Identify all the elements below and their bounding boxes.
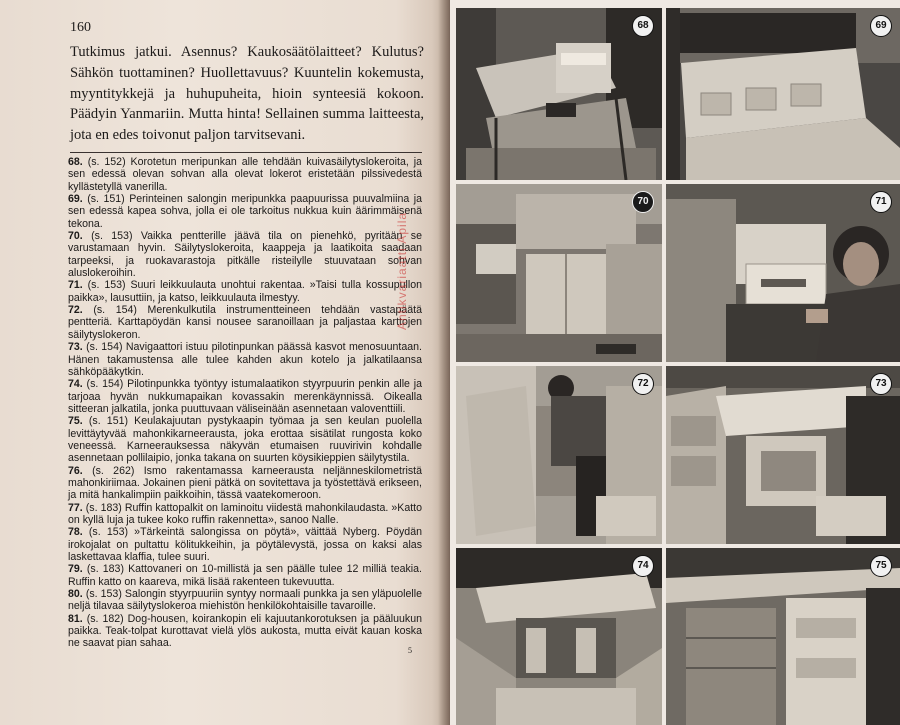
caption-number: 78. [68, 526, 83, 539]
seller-watermark: Antikvariaatti Apila [395, 211, 409, 330]
page-number: 160 [70, 20, 91, 35]
caption-text: (s. 183) Kattovaneri on 10-millistä ja sen päälle tulee 12 milliä teakia. Ruffin katto on kaareva, mikä lisää rakenteen tukevuutta. [68, 563, 422, 588]
caption-number: 68. [68, 156, 83, 168]
caption-81 [68, 613, 422, 650]
caption-text: (s. 262) Ismo rakentamassa karneerausta neljänneskilometristä mahonkiriimaa. Jokainen pieni pätkä on sovitettava ja työstettävä erikseen, ja mitä hankalimpiin paikkoihin, tässä vaatekomeroon. [68, 464, 422, 502]
intro-paragraph: Tutkimus jatkui. Asennus? Kaukosäätölaitteet? Kulutus? Sähkön tuottaminen? Huollettavuus? Kuuntelin kokemusta, myyntitykkejä ja huhupuheita, hioin synteesiä kokoon. Päädyin Yanmariin. Mutta hinta! Sellainen summa laitteesta, jota en edes toivonut paljon tarvitsevani. [70, 44, 424, 144]
caption-number: 73. [68, 341, 83, 354]
caption-69 [68, 193, 422, 230]
photo-75 [666, 548, 900, 725]
caption-74 [68, 378, 422, 415]
folio-mark: 5 [408, 646, 412, 655]
photo-number-badge: 73 [870, 373, 892, 395]
photo-number-badge: 71 [870, 191, 892, 213]
right-page [450, 0, 900, 725]
caption-71 [68, 279, 422, 304]
photo-72 [456, 366, 662, 544]
caption-number: 72. [68, 304, 83, 317]
caption-number: 81. [68, 612, 83, 625]
caption-76 [68, 465, 422, 502]
caption-number: 77. [68, 501, 83, 514]
photo-number-badge: 74 [632, 555, 654, 577]
photo-68 [456, 8, 662, 180]
caption-number: 79. [68, 563, 83, 576]
photo-73 [666, 366, 900, 544]
caption-number: 71. [68, 279, 83, 292]
photo-number-badge: 68 [632, 15, 654, 37]
caption-72 [68, 304, 422, 341]
caption-number: 76. [68, 464, 83, 477]
section-divider [70, 152, 422, 153]
photo-captions [68, 156, 422, 650]
caption-68 [68, 156, 422, 193]
caption-73 [68, 341, 422, 378]
photo-number-badge: 70 [632, 191, 654, 213]
caption-text: (s. 154) Pilotinpunkka työntyy istumalaatikon styyrpuurin penkin alle ja tarjoaa hyvän nukkumapaikan kovassakin merenkäynnissä. Oikealla sitteeran jalkatila, jonka puuttuvaan väliseinään asennetaan valoventtiili. [68, 378, 422, 415]
caption-number: 70. [68, 230, 83, 243]
caption-text: (s. 153) »Tärkeintä salongissa on pöytä», väittää Nyberg. Pöydän irokojalat on pultattu kölitukkeihin, ja pöytälevystä, jossa on kaksi alas laskettavaa klaffia, tulee suuri. [68, 526, 422, 563]
caption-78 [68, 526, 422, 563]
caption-79 [68, 563, 422, 588]
caption-text: (s. 152) Korotetun meripunkan alle tehdään kuivasäilytyslokeroita, ja sen edessä olevan sohvan alla olevat lokerot eristetään pilssivedestä kyllästetyllä vanerilla. [68, 156, 423, 193]
photo-number-badge: 69 [870, 15, 892, 37]
caption-number: 74. [68, 378, 83, 391]
photo-number-badge: 75 [870, 555, 892, 577]
caption-number: 75. [68, 415, 83, 428]
caption-77 [68, 502, 422, 527]
photo-74 [456, 548, 662, 725]
caption-number: 80. [68, 588, 83, 601]
caption-70 [68, 230, 422, 279]
caption-80 [68, 588, 422, 613]
caption-text: (s. 153) Vaikka pentterille jäävä tila on pienehkö, pyritään se varustamaan hyvin. Säilytyslokeroita, kaappeja ja laatikoita saadaan tarpeeksi, ja ruokavarastoja pitkälle risteilylle stuuvataan sohvan aluslokeroihin. [68, 230, 422, 280]
caption-text: (s. 151) Keulakajuutan pystykaapin työmaa ja sen keulan puolella levittäytyvää mahonkikarneerausta, joka erottaa sisätilat rungosta koko veneessä. Karneerauksessa näkyvän etumaisen ruuvirivin kohdalle asennetaan pollilaipio, jonka takana on suurten köysikieppien säilytystila. [68, 415, 422, 465]
caption-text: (s. 183) Ruffin kattopalkit on laminoitu viidestä mahonkilaudasta. »Katto on kyllä luja ja tukee koko ruffin rakennetta», sanoo Nalle. [68, 501, 422, 526]
caption-text: (s. 151) Perinteinen salongin meripunkka paapuurissa puuvalmiina ja sen edessä kapea sohva, jolla ei ole tarkoitus nukkua kuin äärimmäisenä tekona. [68, 193, 422, 230]
photo-number-badge: 72 [632, 373, 654, 395]
caption-number: 69. [68, 193, 83, 206]
caption-75 [68, 415, 422, 464]
caption-text: (s. 153) Salongin styyrpuuriin syntyy normaali punkka ja sen yläpuolelle neljä tilavaa säilytyslokeroa miehistön henkilökohtaisille tavaroille. [68, 588, 422, 613]
photo-70 [456, 184, 662, 362]
photo-71 [666, 184, 900, 362]
caption-text: (s. 153) Suuri leikkuulauta unohtui rakentaa. »Taisi tulla kossupullon paikka», lausuttiin, ja katso, leikkuulauta ilmestyy. [68, 279, 422, 304]
caption-text: (s. 154) Navigaattori istuu pilotinpunkan päässä kasvot menosuuntaan. Hänen takamustensa alle tulee kahden akun kotelo ja jalkatilaansa sähköpääkytkin. [68, 341, 422, 378]
caption-text: (s. 154) Merenkulkutila instrumentteineen tehdään vastapäätä pentteriä. Karttapöydän kansi nousee saranoillaan ja paljastaa karttojen säilytyslokeron. [68, 304, 422, 341]
caption-text: (s. 182) Dog-housen, koirankopin eli kajuutankorotuksen ja pääluukun paikka. Teak-tolpat kurottavat vielä ylös aukosta, mutta eivät kauan koska ne saavat pian sahaa. [68, 612, 422, 650]
photo-69 [666, 8, 900, 180]
